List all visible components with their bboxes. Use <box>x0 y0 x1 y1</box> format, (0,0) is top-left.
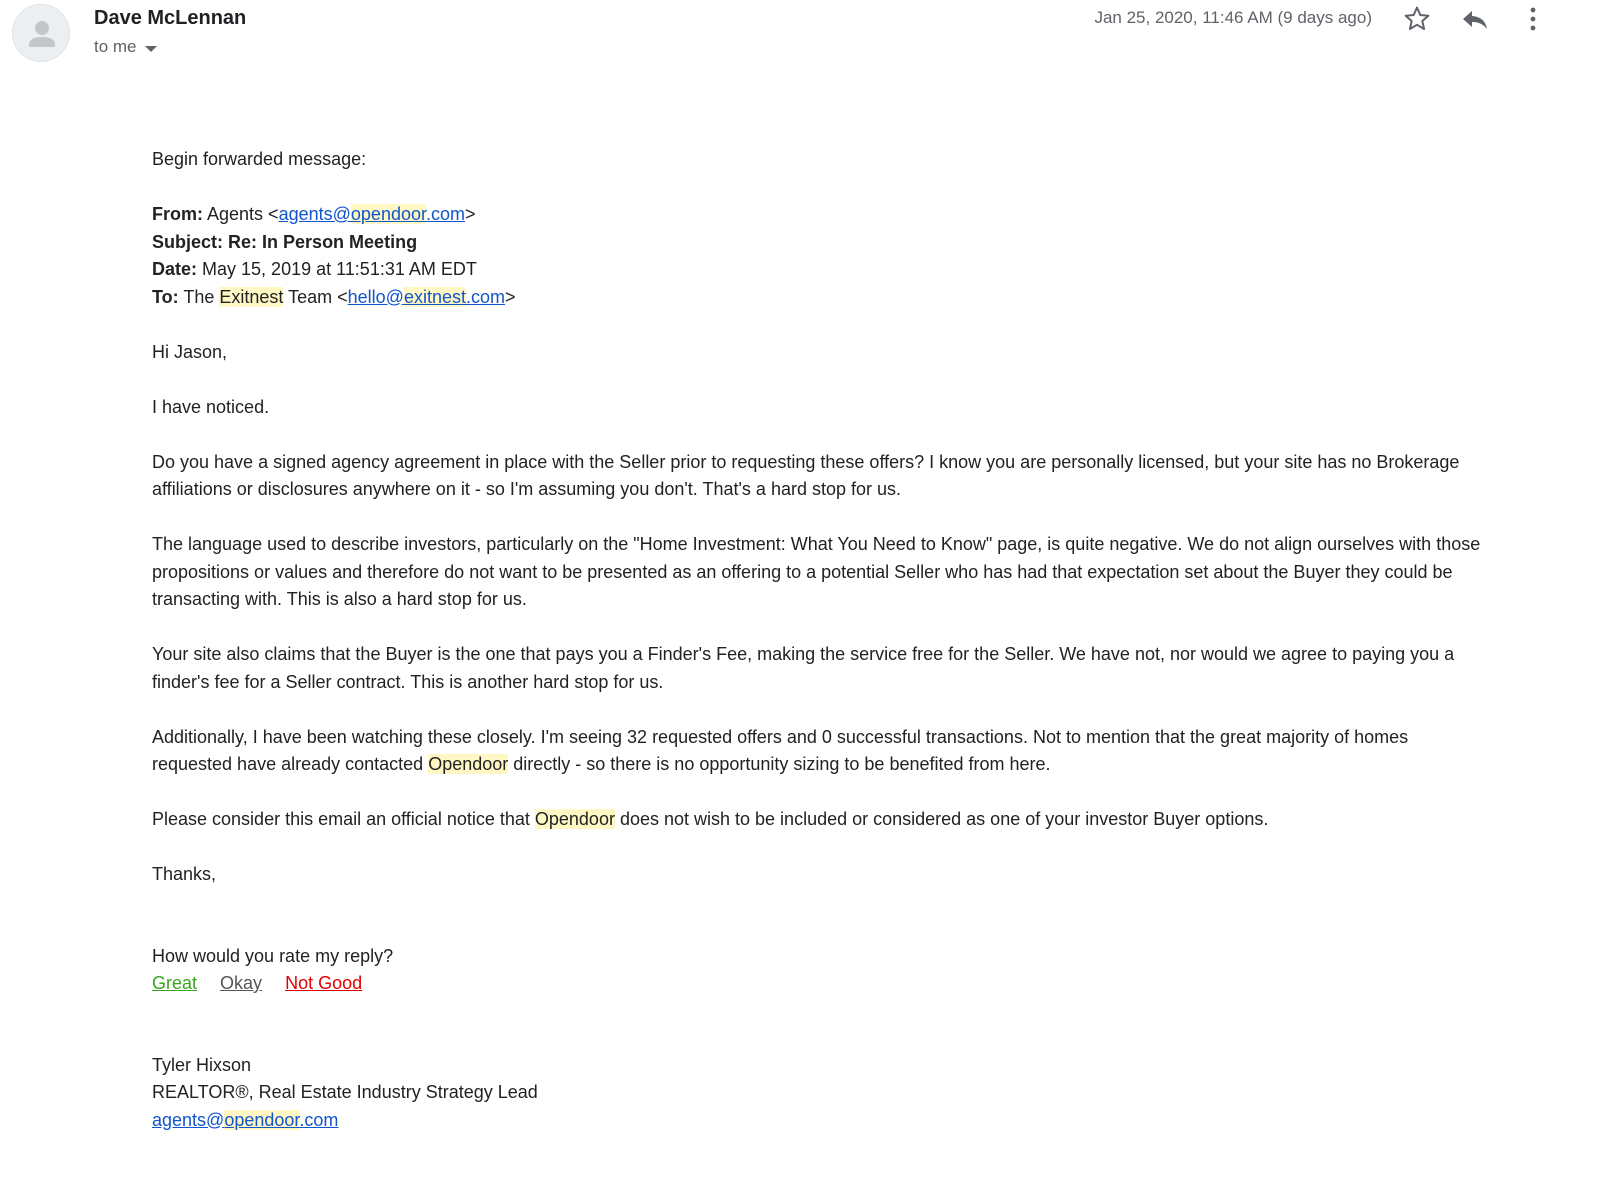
to-email-link[interactable] <box>348 287 505 307</box>
to-suffix: Team < <box>283 286 348 307</box>
forwarded-from <box>152 201 1492 229</box>
forwarded-to <box>152 284 1492 312</box>
paragraph-6 <box>152 806 1492 834</box>
to-prefix: The <box>183 286 220 307</box>
p5-before: Additionally, I have been watching these closely. I'm seeing 32 requested offers and 0 successful transactions. Not to mention that the great majority of homes requested have already contacted <box>152 726 1409 774</box>
signature-email-user: agents@ <box>152 1109 225 1130</box>
to-email-domain: exitnest <box>403 286 466 307</box>
reply-icon[interactable] <box>1460 4 1490 34</box>
signature <box>152 1052 1492 1135</box>
forwarded-headers <box>152 201 1492 311</box>
signature-name: Tyler Hixson <box>152 1054 252 1075</box>
date-value: May 15, 2019 at 11:51:31 AM EDT <box>202 259 477 279</box>
avatar[interactable] <box>12 4 70 62</box>
p6-highlight: Opendoor <box>534 809 615 829</box>
from-close: > <box>465 204 476 224</box>
rating-great-link[interactable]: Great <box>152 973 198 993</box>
p5-after: directly - so there is no opportunity sizing to be benefited from here. <box>508 754 1051 774</box>
p5-highlight: Opendoor <box>428 754 509 774</box>
paragraph-5 <box>152 724 1492 779</box>
to-close: > <box>505 286 516 307</box>
more-vert-icon[interactable] <box>1518 4 1548 34</box>
paragraph-3: The language used to describe investors, particularly on the "Home Investment: What You Need to Know" page, is quite negative. We do not align ourselves with those propositions or values and therefore do not want to be presented as an offering to a potential Seller who has had that expectation set about the Buyer they could be transacting with. This is also a hard stop for us. <box>152 534 1481 609</box>
from-label: From: <box>152 204 203 224</box>
avatar-icon <box>13 5 71 63</box>
signature-email-link[interactable] <box>152 1110 338 1130</box>
paragraph-4: Your site also claims that the Buyer is the one that pays you a Finder's Fee, making the service free for the Seller. We have not, nor would we agree to paying you a finder's fee for a Seller contract. This is another hard stop for us. <box>152 644 1455 692</box>
rating-not-good-link[interactable]: Not Good <box>285 973 363 993</box>
from-email-user: agents@ <box>278 204 351 224</box>
sender-name: Dave McLennan <box>94 7 247 29</box>
closing: Thanks, <box>152 864 217 884</box>
to-email-user: hello@ <box>347 286 404 307</box>
rating-okay-link[interactable]: Okay <box>220 973 263 993</box>
rating-options <box>152 970 1492 998</box>
recipient-label: to me <box>94 37 137 56</box>
date-label: Date: <box>152 259 198 279</box>
star-icon[interactable] <box>1402 4 1432 34</box>
message-date: Jan 25, 2020, 11:46 AM (9 days ago) <box>1094 8 1372 27</box>
subject-value: Re: In Person Meeting <box>228 231 418 252</box>
paragraph-2: Do you have a signed agency agreement in place with the Seller prior to requesting these offers? I know you are personally licensed, but your site has no Brokerage affiliations or disclosures anywhere on it - so I'm assuming you don't. That's a hard stop for us. <box>152 451 1460 499</box>
rating-block <box>152 943 1492 998</box>
from-name: Agents < <box>207 204 279 224</box>
recipient-details-toggle[interactable] <box>94 37 157 57</box>
forwarded-subject <box>152 229 1492 257</box>
to-label: To: <box>152 286 179 307</box>
greeting: Hi Jason, <box>152 341 228 362</box>
from-email-tld: .com <box>425 204 465 224</box>
paragraph-1: I have noticed. <box>152 396 270 417</box>
forward-intro: Begin forwarded message: <box>152 149 367 169</box>
from-email-domain: opendoor <box>350 204 426 224</box>
p6-after: does not wish to be included or considered as one of your investor Buyer options. <box>614 809 1269 829</box>
message-body <box>152 146 1492 1134</box>
rating-question: How would you rate my reply? <box>152 945 394 966</box>
signature-email-tld: .com <box>299 1109 339 1130</box>
chevron-down-icon <box>145 46 157 52</box>
signature-title: REALTOR®, Real Estate Industry Strategy Lead <box>152 1082 538 1102</box>
forwarded-date <box>152 256 1492 284</box>
p6-before: Please consider this email an official notice that <box>152 809 535 829</box>
to-email-tld: .com <box>465 286 505 307</box>
to-company: Exitnest <box>219 286 284 307</box>
signature-email-domain: opendoor <box>224 1109 300 1130</box>
from-email-link[interactable] <box>279 204 465 224</box>
signature-email <box>152 1107 1492 1135</box>
subject-label: Subject: <box>152 231 224 252</box>
